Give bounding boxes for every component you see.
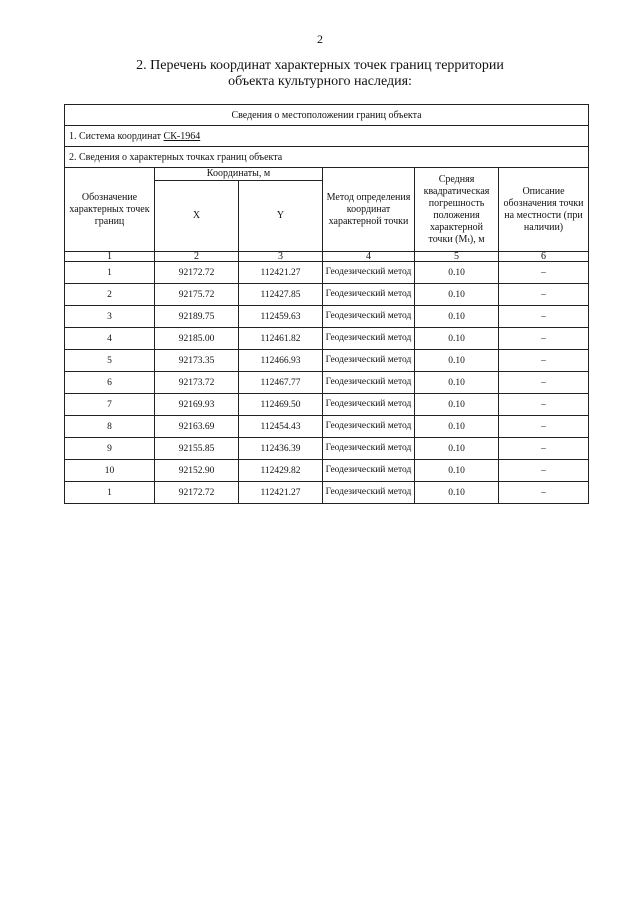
column-number: 5 [415,252,499,262]
header-point-designation: Обозначение характерных точек границ [65,168,155,252]
description-cell: – [499,460,589,482]
method-cell: Геодезический метод [323,328,415,350]
page-number: 2 [317,32,323,46]
x-cell: 92169.93 [155,394,239,416]
point-cell: 5 [65,350,155,372]
method-cell: Геодезический метод [323,306,415,328]
accuracy-cell: 0.10 [415,482,499,504]
column-numbers-row [65,252,589,262]
table-row [65,460,589,482]
description-cell: – [499,416,589,438]
accuracy-cell: 0.10 [415,306,499,328]
description-cell: – [499,284,589,306]
point-cell: 6 [65,372,155,394]
x-cell: 92185.00 [155,328,239,350]
method-cell: Геодезический метод [323,416,415,438]
description-cell: – [499,350,589,372]
accuracy-cell: 0.10 [415,328,499,350]
point-cell: 1 [65,262,155,284]
description-cell: – [499,328,589,350]
accuracy-cell: 0.10 [415,350,499,372]
method-cell: Геодезический метод [323,482,415,504]
method-cell: Геодезический метод [323,350,415,372]
y-cell: 112466.93 [239,350,323,372]
x-cell: 92163.69 [155,416,239,438]
point-cell: 4 [65,328,155,350]
x-cell: 92175.72 [155,284,239,306]
column-number: 4 [323,252,415,262]
table-row [65,328,589,350]
x-cell: 92172.72 [155,262,239,284]
table-body [65,262,589,504]
coordinate-system-row [65,126,589,147]
y-cell: 112454.43 [239,416,323,438]
header-method: Метод определения координат характерной точки [323,168,415,252]
y-cell: 112436.39 [239,438,323,460]
points-section-header: 2. Сведения о характерных точках границ объекта [65,147,589,168]
point-cell: 8 [65,416,155,438]
table-row [65,350,589,372]
table-row [65,482,589,504]
method-cell: Геодезический метод [323,284,415,306]
y-cell: 112469.50 [239,394,323,416]
point-cell: 10 [65,460,155,482]
accuracy-cell: 0.10 [415,394,499,416]
x-cell: 92173.35 [155,350,239,372]
header-accuracy: Средняя квадратическая погрешность положения характерной точки (Mₜ), м [415,168,499,252]
column-number: 1 [65,252,155,262]
point-cell: 7 [65,394,155,416]
table-row [65,284,589,306]
section-header: Сведения о местоположении границ объекта [65,105,589,126]
x-cell: 92173.72 [155,372,239,394]
y-cell: 112461.82 [239,328,323,350]
table-row [65,394,589,416]
y-cell: 112467.77 [239,372,323,394]
description-cell: – [499,262,589,284]
accuracy-cell: 0.10 [415,372,499,394]
x-cell: 92172.72 [155,482,239,504]
x-cell: 92189.75 [155,306,239,328]
method-cell: Геодезический метод [323,438,415,460]
header-description: Описание обозначения точки на местности (при наличии) [499,168,589,252]
method-cell: Геодезический метод [323,262,415,284]
description-cell: – [499,306,589,328]
accuracy-cell: 0.10 [415,438,499,460]
table-row [65,372,589,394]
table-row [65,306,589,328]
table-header [65,105,589,262]
coordinates-table [64,104,589,504]
x-cell: 92152.90 [155,460,239,482]
column-number: 3 [239,252,323,262]
y-cell: 112427.85 [239,284,323,306]
y-cell: 112421.27 [239,262,323,284]
accuracy-cell: 0.10 [415,416,499,438]
table-row [65,262,589,284]
table-row [65,438,589,460]
method-cell: Геодезический метод [323,372,415,394]
point-cell: 3 [65,306,155,328]
coordinate-system-prefix: 1. Система координат [69,130,164,142]
y-cell: 112459.63 [239,306,323,328]
point-cell: 2 [65,284,155,306]
point-cell: 1 [65,482,155,504]
header-x: X [155,181,239,252]
x-cell: 92155.85 [155,438,239,460]
accuracy-cell: 0.10 [415,284,499,306]
column-number: 2 [155,252,239,262]
description-cell: – [499,394,589,416]
description-cell: – [499,482,589,504]
method-cell: Геодезический метод [323,394,415,416]
column-number: 6 [499,252,589,262]
accuracy-cell: 0.10 [415,262,499,284]
description-cell: – [499,438,589,460]
document-title [0,58,640,90]
title-line-2: объекта культурного наследия: [228,74,412,89]
method-cell: Геодезический метод [323,460,415,482]
point-cell: 9 [65,438,155,460]
header-coordinates: Координаты, м [155,168,323,181]
accuracy-cell: 0.10 [415,460,499,482]
y-cell: 112429.82 [239,460,323,482]
table-row [65,416,589,438]
description-cell: – [499,372,589,394]
coordinate-system-name: СК-1964 [163,130,201,142]
title-line-1: 2. Перечень координат характерных точек границ территории [136,58,504,73]
header-y: Y [239,181,323,252]
y-cell: 112421.27 [239,482,323,504]
